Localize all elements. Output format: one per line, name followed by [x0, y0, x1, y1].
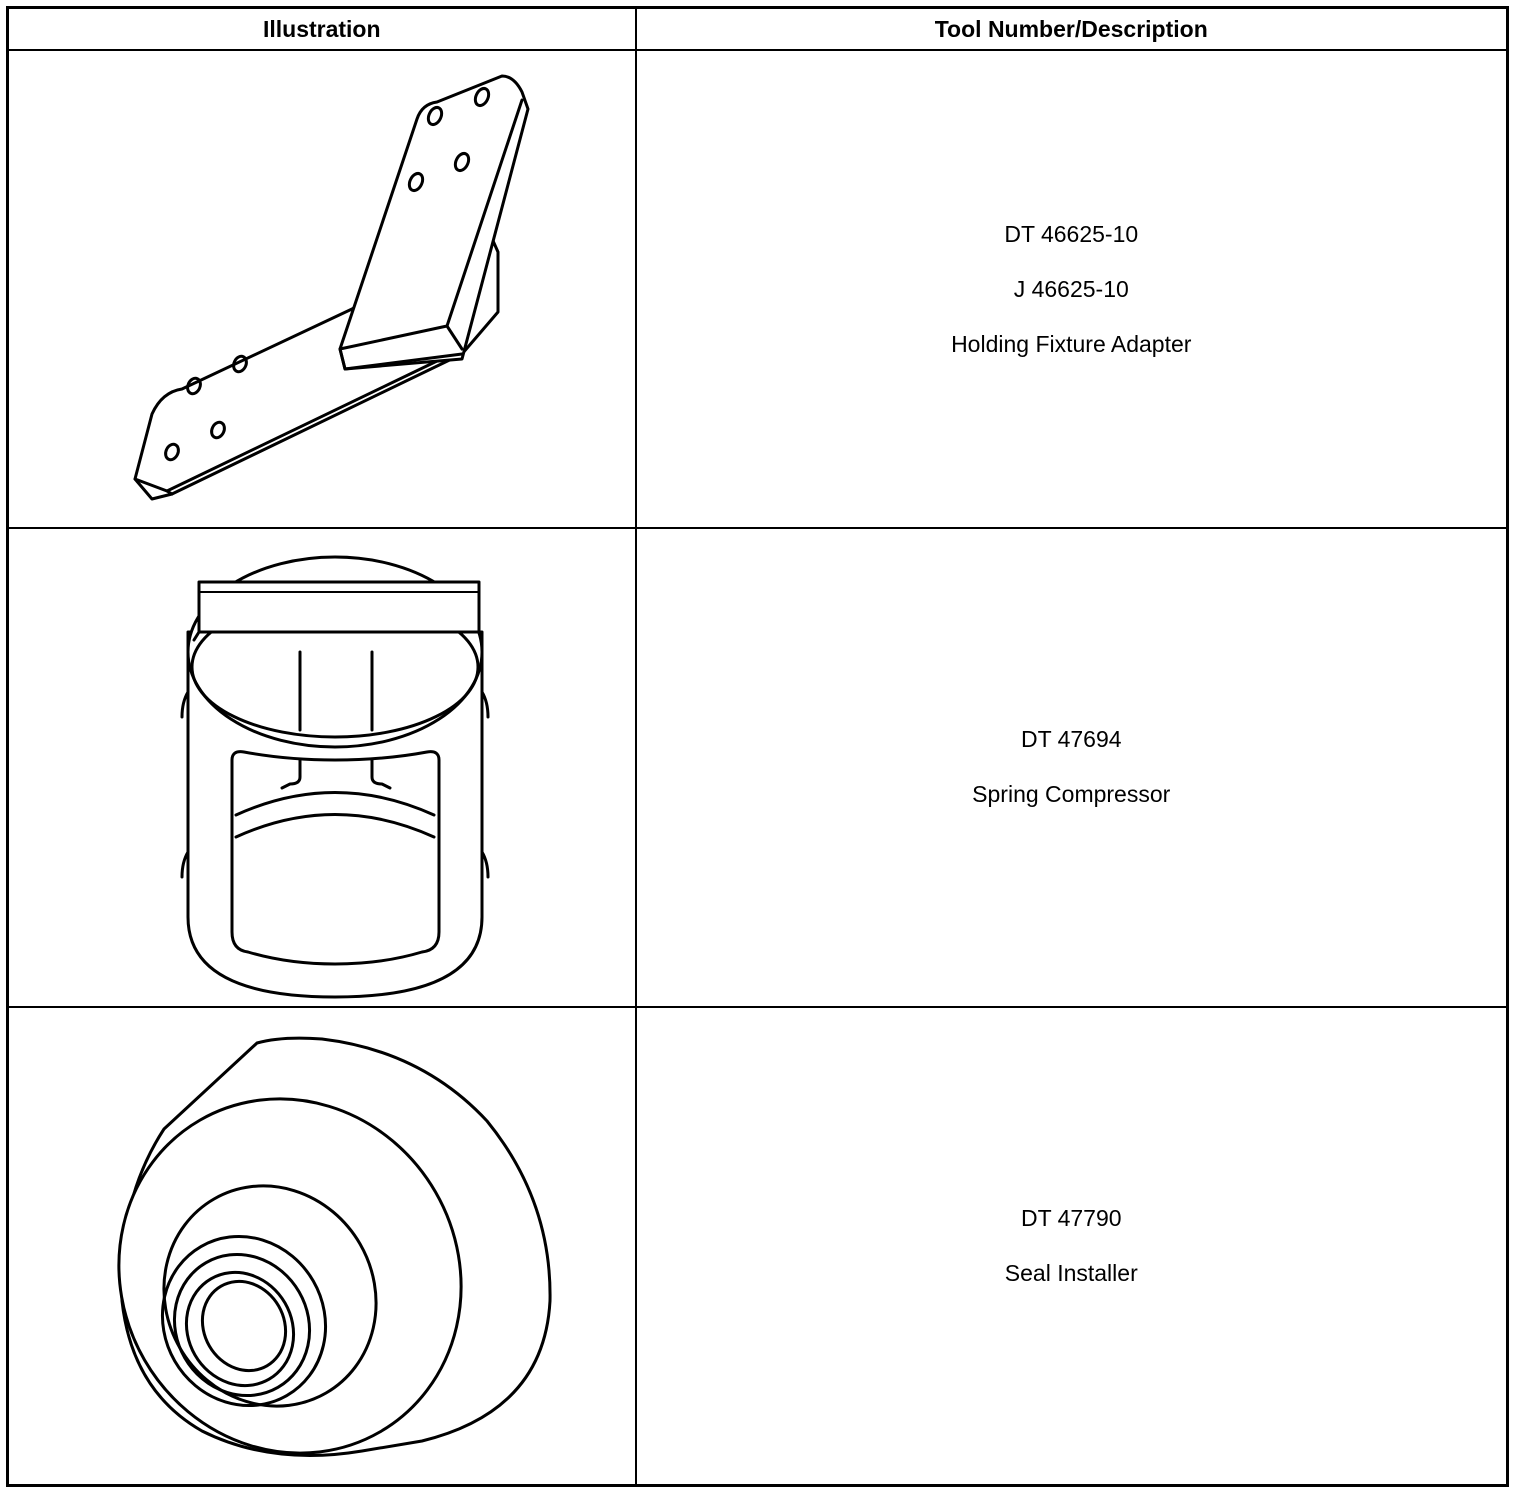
tool-number: DT 47694: [1020, 726, 1122, 753]
description-cell: [636, 50, 1508, 528]
header-description: Tool Number/Description: [636, 8, 1508, 51]
illustration-cell: [8, 1007, 636, 1486]
table-row: [8, 528, 1508, 1006]
tool-description: Seal Installer: [1004, 1259, 1138, 1286]
illustration-cell: [8, 50, 636, 528]
tool-table: [6, 6, 1509, 1487]
spring-compressor-icon: [22, 532, 622, 1002]
tool-description: Holding Fixture Adapter: [951, 330, 1192, 357]
tool-number: DT 46625-10: [1004, 220, 1139, 247]
table-row: [8, 50, 1508, 528]
description-cell: [636, 1007, 1508, 1486]
holding-fixture-adapter-icon: [22, 54, 622, 524]
tool-number-alt: J 46625-10: [1013, 275, 1129, 302]
header-row: [8, 8, 1508, 51]
table-row: [8, 1007, 1508, 1486]
tool-number: DT 47790: [1020, 1204, 1122, 1231]
description-cell: [636, 528, 1508, 1006]
header-illustration: Illustration: [8, 8, 636, 51]
tool-description: Spring Compressor: [972, 781, 1171, 808]
illustration-cell: [8, 528, 636, 1006]
seal-installer-icon: [22, 1011, 622, 1481]
